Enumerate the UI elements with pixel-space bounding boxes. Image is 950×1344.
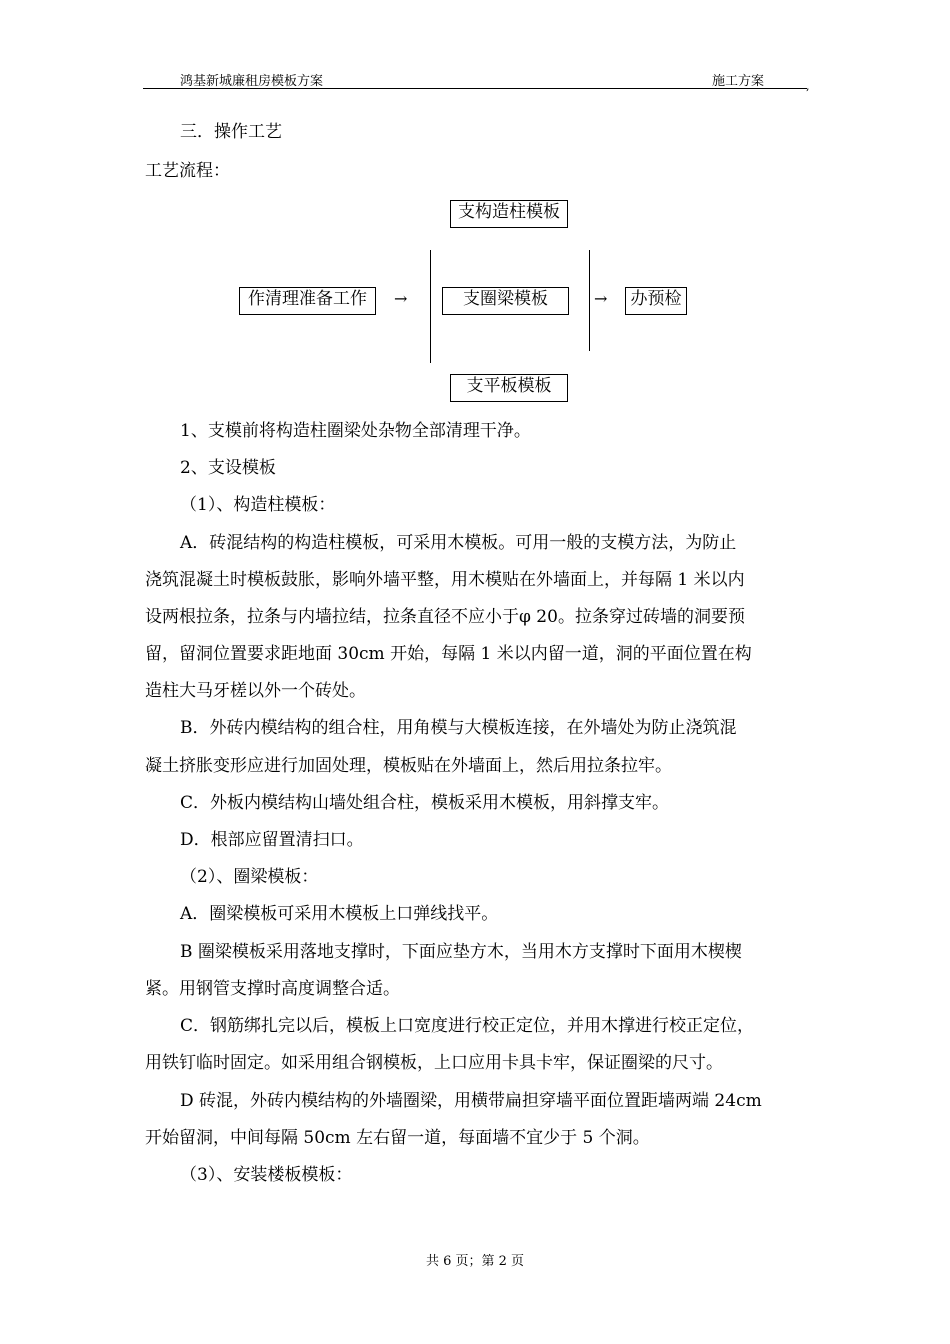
body-line: 1、支模前将构造柱圈梁处杂物全部清理干净。 <box>180 421 531 441</box>
flow-box-pre-inspection: 办预检 <box>625 287 687 315</box>
flow-box-ring-beam: 支圈梁模板 <box>442 287 569 315</box>
page-footer: 共 6 页；第 2 页 <box>425 1254 525 1269</box>
flow-box-slab-formwork: 支平板模板 <box>450 374 568 402</box>
header-rule <box>143 88 807 89</box>
body-line: 设两根拉条，拉条与内墙拉结，拉条直径不应小于φ 20。拉条穿过砖墙的洞要预 <box>145 607 745 627</box>
body-line: B．外砖内模结构的组合柱，用角模与大模板连接，在外墙处为防止浇筑混 <box>180 718 737 738</box>
body-line: D．根部应留置清扫口。 <box>180 830 364 850</box>
body-line: A．砖混结构的构造柱模板，可采用木模板。可用一般的支模方法，为防止 <box>180 533 737 553</box>
body-line: 凝土挤胀变形应进行加固处理，模板贴在外墙面上，然后用拉条拉牢。 <box>145 756 672 776</box>
body-line: （2）、圈梁模板： <box>180 867 319 887</box>
body-line: C．钢筋绑扎完以后，模板上口宽度进行校正定位，并用木撑进行校正定位， <box>180 1016 755 1036</box>
header-title: 鸿基新城廉租房模板方案 <box>180 74 324 89</box>
flow-bracket-left <box>430 250 431 363</box>
body-line: 开始留洞，中间每隔 50cm 左右留一道，每面墙不宜少于 5 个洞。 <box>145 1128 650 1148</box>
section-title: 三．操作工艺 <box>180 122 282 142</box>
flow-bracket-right <box>589 250 590 351</box>
header-mark: , <box>806 80 810 93</box>
flow-arrow-icon: → <box>394 289 408 308</box>
body-line: A．圈梁模板可采用木模板上口弹线找平。 <box>180 904 499 924</box>
body-line: （1）、构造柱模板： <box>180 495 336 515</box>
body-line: 用铁钉临时固定。如采用组合钢模板，上口应用卡具卡牢，保证圈梁的尺寸。 <box>145 1053 723 1073</box>
body-line: 留，留洞位置要求距地面 30cm 开始，每隔 1 米以内留一道，洞的平面位置在构 <box>145 644 752 664</box>
flow-box-preparation: 作清理准备工作 <box>239 287 376 315</box>
body-line: B 圈梁模板采用落地支撑时，下面应垫方木，当用木方支撑时下面用木楔楔 <box>180 942 742 962</box>
body-line: 紧。用钢管支撑时高度调整合适。 <box>145 979 400 999</box>
body-line: C．外板内模结构山墙处组合柱，模板采用木模板，用斜撑支牢。 <box>180 793 670 813</box>
body-line: （3）、安装楼板模板： <box>180 1165 353 1185</box>
body-line: 2、支设模板 <box>180 458 276 478</box>
flow-arrow-icon: → <box>594 289 608 308</box>
body-line: 浇筑混凝土时模板鼓胀，影响外墙平整，用木模贴在外墙面上，并每隔 1 米以内 <box>145 570 745 590</box>
body-line: D 砖混，外砖内模结构的外墙圈梁，用横带扁担穿墙平面位置距墙两端 24cm <box>180 1091 762 1111</box>
flow-label: 工艺流程： <box>145 161 230 181</box>
body-line: 造柱大马牙槎以外一个砖处。 <box>145 681 366 701</box>
flow-box-column-formwork: 支构造柱模板 <box>450 200 568 228</box>
header-doc-type: 施工方案 <box>712 74 765 89</box>
